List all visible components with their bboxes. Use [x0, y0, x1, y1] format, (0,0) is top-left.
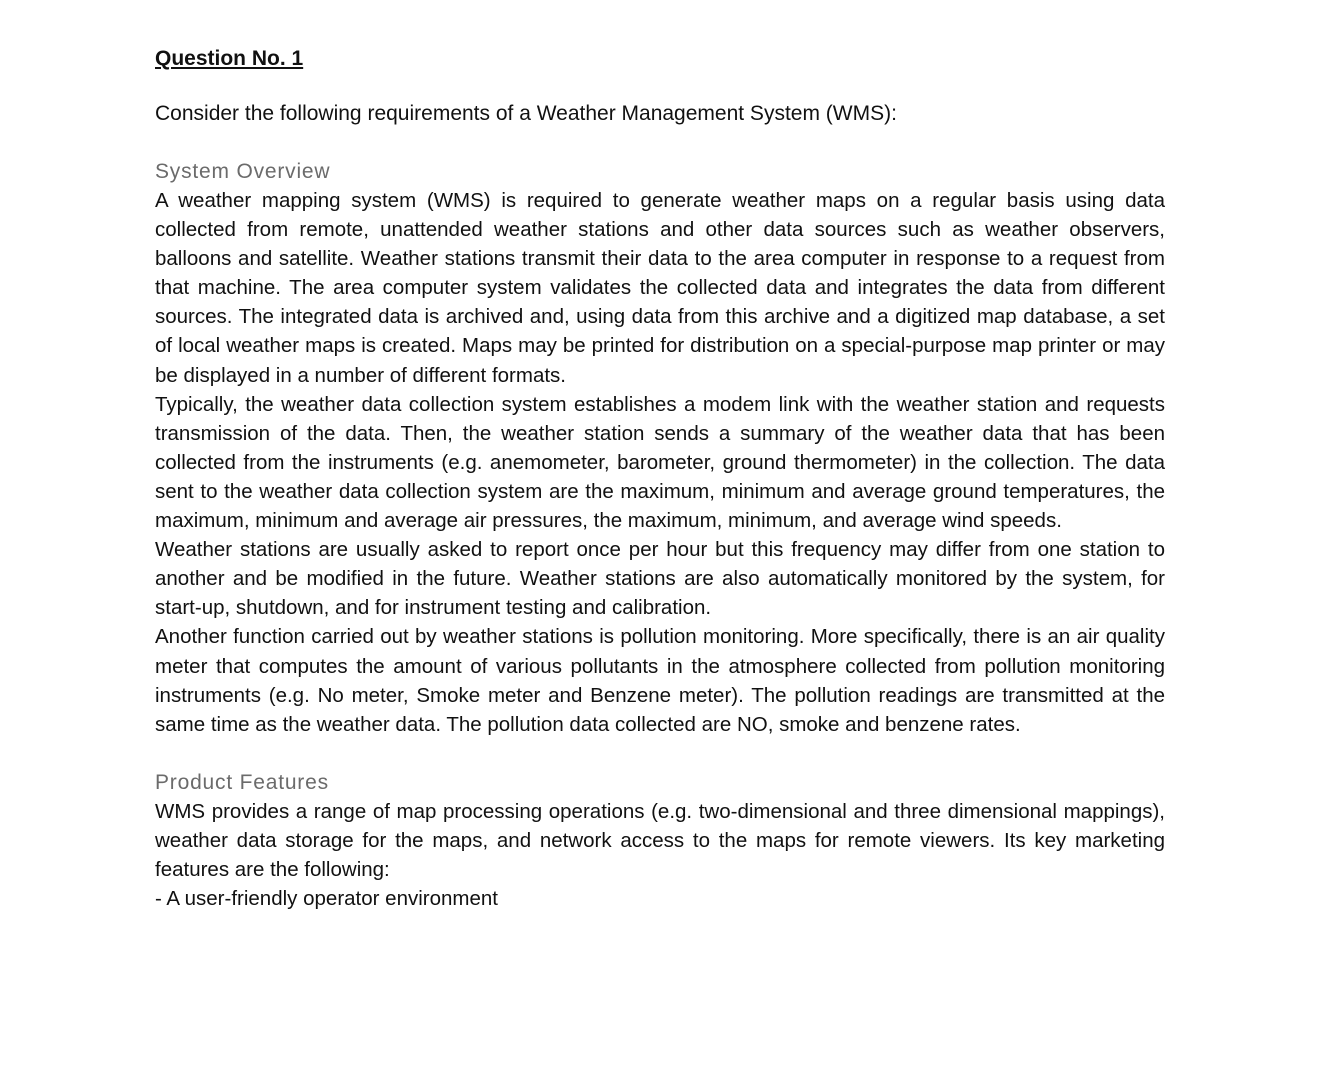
intro-text: Consider the following requirements of a Weather Management System (WMS): — [155, 102, 897, 125]
paragraph: Weather stations are usually asked to report once per hour but this frequency may differ from one station to another and be modified in the future. Weather stations are also automatically monitored by the system, for start-up, shutdown, and for instrument testing and calibration. — [155, 538, 1165, 620]
paragraph: Another function carried out by weather stations is pollution monitoring. More specifically, there is an air quality meter that computes the amount of various pollutants in the atmosphere collected from pollution monitoring instruments (e.g. No meter, Smoke meter and Benzene meter). The pollution readings are transmitted at the same time as the weather data. The pollution data collected are NO, smoke and benzene rates. — [155, 625, 1165, 736]
question-title: Question No. 1 — [155, 47, 304, 70]
document-page — [155, 44, 1165, 913]
section-product-features — [155, 768, 1165, 913]
paragraph: Typically, the weather data collection system establishes a modem link with the weather station and requests transmission of the data. Then, the weather station sends a summary of the weather data that has been collected from the instruments (e.g. anemometer, barometer, ground thermometer) in the collection. The data sent to the weather data collection system are the maximum, minimum and average ground temperatures, the maximum, minimum and average air pressures, the maximum, minimum, and average wind speeds. — [155, 392, 1165, 533]
list-item: - A user-friendly operator environment — [155, 887, 498, 911]
paragraph: A weather mapping system (WMS) is required to generate weather maps on a regular basis using data collected from remote, unattended weather stations and other data sources such as weather observers, balloons and satellite. Weather stations transmit their data to the area computer in response to a request from that machine. The area computer system validates the collected data and integrates the data from different sources. The integrated data is archived and, using data from this archive and a digitized map database, a set of local weather maps is created. Maps may be printed for distribution on a special-purpose map printer or may be displayed in a number of different formats. — [155, 189, 1165, 387]
paragraph: WMS provides a range of map processing operations (e.g. two-dimensional and three dimensional mappings), weather data storage for the maps, and network access to the maps for remote viewers. Its key marketing features are the following: — [155, 799, 1165, 881]
section-heading: Product Features — [155, 770, 329, 794]
section-system-overview — [155, 157, 1165, 739]
section-heading: System Overview — [155, 160, 331, 183]
